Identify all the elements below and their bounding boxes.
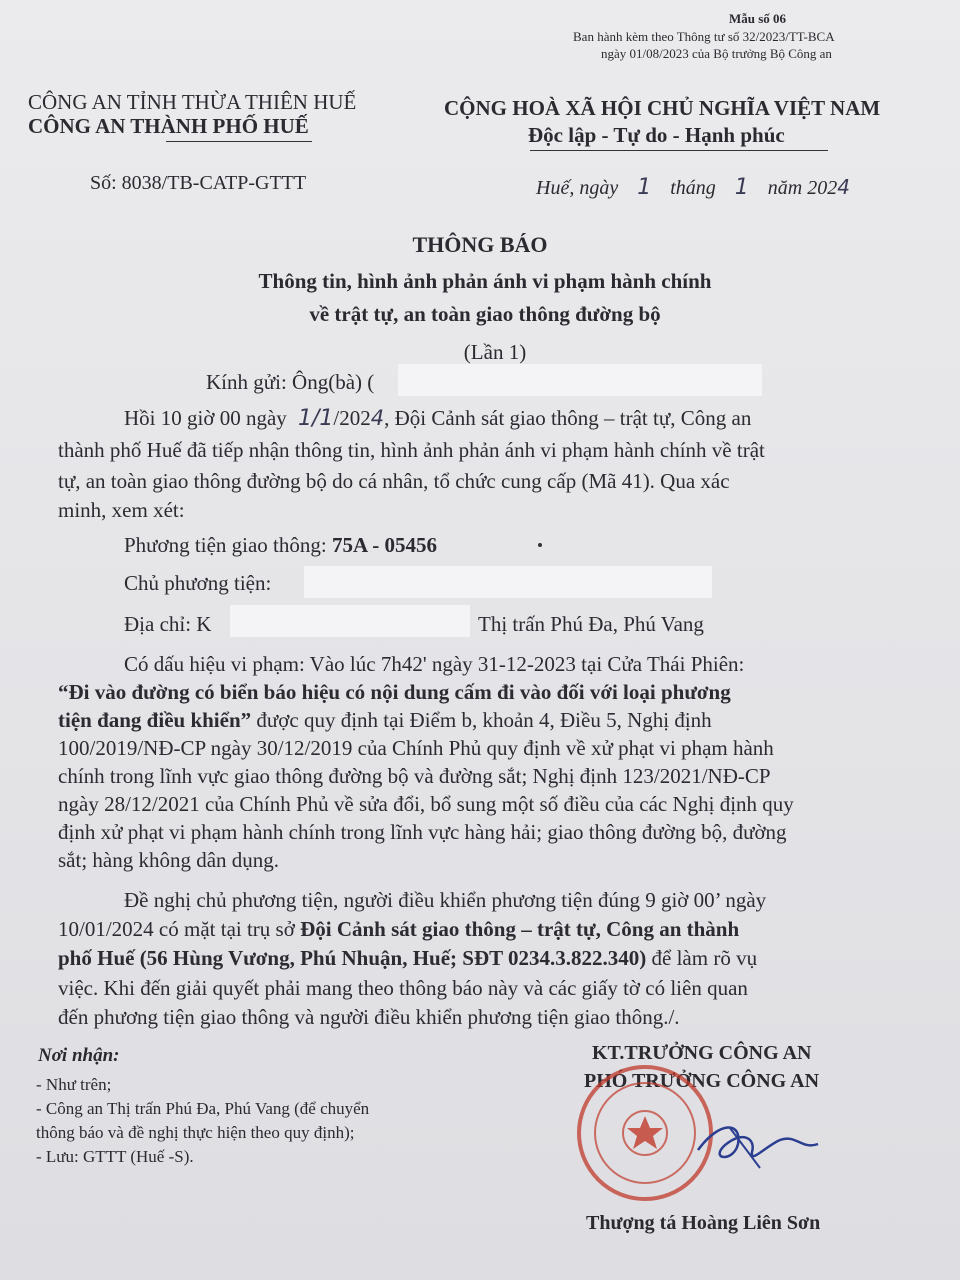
date-prefix: Huế, ngày — [536, 177, 619, 199]
date-year-label: năm 202 — [767, 177, 838, 199]
recipients-item: thông báo và đề nghị thực hiện theo quy định); — [36, 1123, 355, 1142]
recipient-label: Kính gửi: Ông(bà) — [206, 370, 363, 394]
doc-number: Số: 8038/TB-CATP-GTTT — [90, 172, 307, 194]
date-month: 1 — [734, 175, 749, 200]
form-line-2: ngày 01/08/2023 của Bộ trưởng Bộ Công an — [601, 46, 832, 61]
owner-label: Chủ phương tiện: — [124, 571, 272, 595]
violation-line-7: định xử phạt vi phạm hành chính trong lĩnh vực hàng hải; giao thông đường bộ, đường — [58, 820, 787, 844]
violation-line-3-text: được quy định tại Điểm b, khoản 4, Điều 5, Nghị định — [256, 708, 712, 732]
recipient-line — [206, 370, 374, 395]
date-day: 1 — [637, 175, 652, 200]
recipient-initial: ( — [367, 370, 375, 394]
request-line-3b: phố Huế (56 Hùng Vương, Phú Nhuận, Huế; SĐT 0234.3.822.340) — [58, 946, 647, 970]
violation-bold-2: tiện đang điều khiển” — [58, 708, 252, 732]
violation-line-5: chính trong lĩnh vực giao thông đường bộ và đường sắt; Nghị định 123/2021/NĐ-CP — [58, 764, 771, 788]
request-line-5: đến phương tiện giao thông và người điều khiển phương tiện giao thông./. — [58, 1005, 680, 1029]
redacted-recipient — [398, 364, 762, 396]
agency-parent: CÔNG AN TỈNH THỪA THIÊN HUẾ — [28, 90, 357, 114]
request-line-2 — [58, 917, 739, 942]
vehicle-plate: 75A - 05456 — [331, 533, 437, 557]
form-line-1: Ban hành kèm theo Thông tư số 32/2023/TT-BCA — [573, 29, 835, 44]
violation-line-1: Có dấu hiệu vi phạm: Vào lúc 7h42' ngày 31-12-2023 tại Cửa Thái Phiên: — [124, 652, 745, 676]
p1-line-1 — [124, 406, 751, 431]
violation-line-3 — [58, 708, 712, 733]
nation-title: CỘNG HOÀ XÃ HỘI CHỦ NGHĨA VIỆT NAM — [444, 96, 881, 120]
agency-name: CÔNG AN THÀNH PHỐ HUẾ — [28, 114, 309, 138]
violation-bold-1: “Đi vào đường có biển báo hiệu có nội dung cấm đi vào đối với loại phương — [58, 680, 731, 704]
vehicle-line — [124, 533, 437, 558]
p1-year: /202 — [333, 406, 371, 430]
p1-rest: , Đội Cảnh sát giao thông – trật tự, Công an — [384, 406, 752, 430]
doc-times: (Lần 1) — [463, 340, 527, 364]
request-line-4: việc. Khi đến giải quyết phải mang theo thông báo này và các giấy tờ có liên quan — [58, 976, 748, 1000]
form-number: Mẫu số 06 — [729, 11, 787, 26]
request-line-3c: để làm rõ vụ — [651, 946, 758, 970]
p1-date: 1/1 — [298, 406, 334, 431]
violation-line-6: ngày 28/12/2021 của Chính Phủ về sửa đổi, bổ sung một số điều của các Nghị định quy — [58, 792, 794, 816]
request-line-2a: 10/01/2024 có mặt tại trụ sở — [58, 917, 295, 941]
p1-start: Hồi 10 giờ 00 ngày — [124, 406, 287, 430]
p1-line-2: thành phố Huế đã tiếp nhận thông tin, hình ảnh phản ánh vi phạm hành chính về trật — [58, 438, 765, 462]
p1-line-3: tự, an toàn giao thông đường bộ do cá nhân, tổ chức cung cấp (Mã 41). Qua xác — [58, 469, 730, 493]
request-line-2b: Đội Cảnh sát giao thông – trật tự, Công an thành — [300, 917, 740, 941]
handwritten-signature — [690, 1110, 840, 1180]
p1-line-4: minh, xem xét: — [58, 498, 185, 522]
redacted-address — [230, 605, 470, 637]
address-label: Địa chỉ: K — [124, 612, 212, 636]
request-line-1: Đề nghị chủ phương tiện, người điều khiển phương tiện đúng 9 giờ 00’ ngày — [124, 888, 767, 912]
signer-name: Thượng tá Hoàng Liên Sơn — [586, 1212, 821, 1234]
vehicle-label: Phương tiện giao thông: — [124, 533, 327, 557]
nation-motto: Độc lập - Tự do - Hạnh phúc — [528, 123, 785, 147]
recipients-title: Nơi nhận: — [38, 1045, 120, 1066]
motto-underline — [530, 150, 828, 151]
recipients-item: - Công an Thị trấn Phú Đa, Phú Vang (để chuyển — [36, 1099, 370, 1118]
date-month-label: tháng — [670, 177, 716, 199]
violation-line-8: sắt; hàng không dân dụng. — [58, 848, 280, 872]
doc-subtitle-2: về trật tự, an toàn giao thông đường bộ — [309, 302, 661, 326]
violation-line-4: 100/2019/NĐ-CP ngày 30/12/2019 của Chính Phủ quy định về xử phạt vi phạm hành — [58, 736, 774, 760]
agency-underline — [166, 141, 312, 142]
address-tail: Thị trấn Phú Đa, Phú Vang — [478, 612, 704, 636]
p1-year-digit: 4 — [370, 406, 385, 430]
ink-dot — [538, 543, 542, 547]
signer-role-2: PHÓ TRƯỞNG CÔNG AN — [584, 1070, 820, 1092]
recipients-item: - Như trên; — [36, 1075, 112, 1094]
doc-title: THÔNG BÁO — [412, 232, 548, 257]
request-line-3 — [58, 946, 757, 971]
date-line — [536, 175, 850, 200]
date-year-digit: 4 — [837, 175, 850, 199]
recipients-item: - Lưu: GTTT (Huế -S). — [36, 1147, 194, 1166]
doc-subtitle-1: Thông tin, hình ảnh phản ánh vi phạm hành chính — [258, 269, 712, 293]
signer-role-1: KT.TRƯỞNG CÔNG AN — [592, 1042, 812, 1064]
redacted-owner — [304, 566, 712, 598]
